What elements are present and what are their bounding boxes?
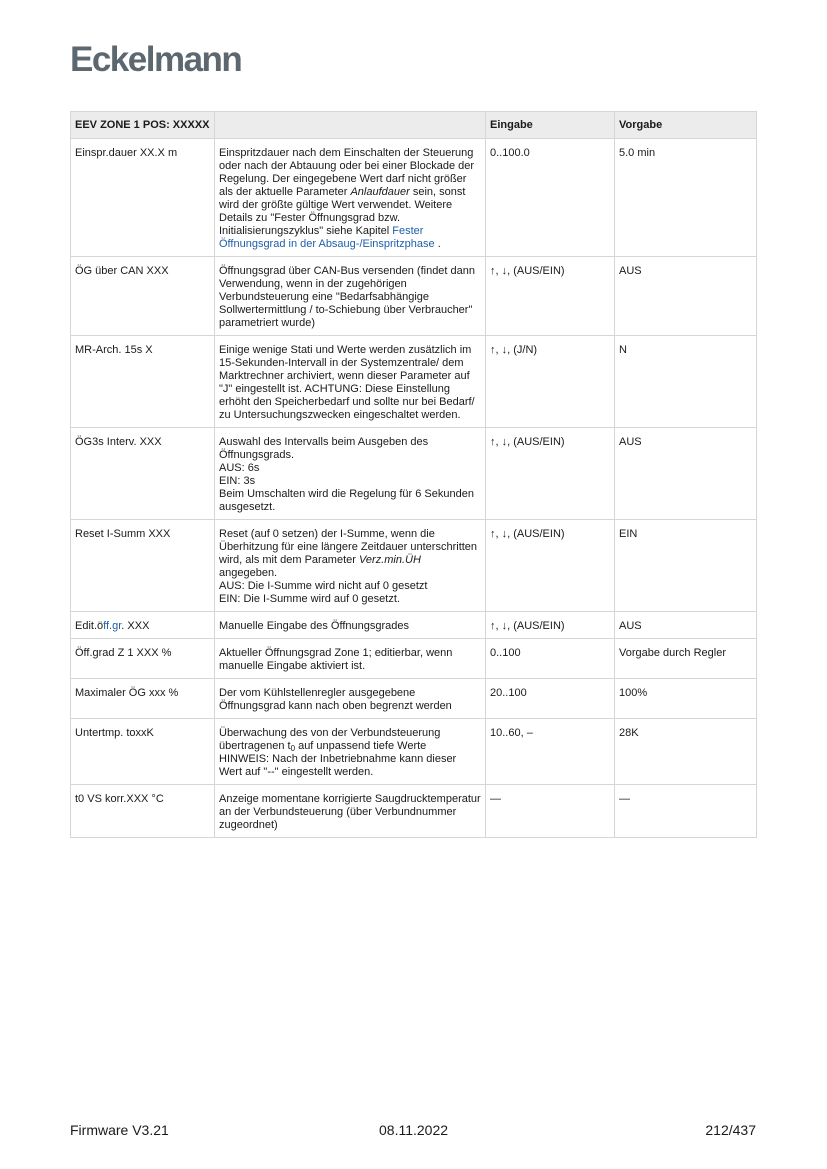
param-input: ↑, ↓, (AUS/EIN) [486, 257, 615, 336]
table-row [71, 719, 757, 785]
header-description [215, 112, 486, 139]
param-description: Reset (auf 0 setzen) der I-Summe, wenn die Überhitzung für eine längere Zeitdauer unterschritten wird, als mit dem Parameter Verz.min.ÜH angegeben. AUS: Die I-Summe wird nicht auf 0 gesetzt EIN: Die I-Summe wird auf 0 gesetzt. [215, 520, 486, 612]
param-description: Manuelle Eingabe des Öffnungsgrades [215, 612, 486, 639]
footer-date: 08.11.2022 [379, 1122, 449, 1138]
table-row [71, 785, 757, 838]
table-row [71, 257, 757, 336]
param-description: Aktueller Öffnungsgrad Zone 1; editierbar, wenn manuelle Eingabe aktiviert ist. [215, 639, 486, 679]
param-input: ↑, ↓, (AUS/EIN) [486, 428, 615, 520]
table-row [71, 428, 757, 520]
param-description: Einspritzdauer nach dem Einschalten der Steuerung oder nach der Abtauung oder bei einer Blockade der Regelung. Der eingegebene Wert darf nicht größer als der aktuelle Parameter Anlaufdauer sein, sonst wird der größte gültige Wert verwendet. Weitere Details zu "Fester Öffnungsgrad bzw. Initialisierungszyklus" siehe Kapitel Fester Öffnungsgrad in der Absaug-/Einspritzphase . [215, 139, 486, 257]
param-input: 10..60, – [486, 719, 615, 785]
glossary-link[interactable]: ff.gr [103, 620, 122, 632]
table-row [71, 336, 757, 428]
param-name: Öff.grad Z 1 XXX % [71, 639, 215, 679]
parameter-table [70, 111, 757, 838]
param-default: 100% [615, 679, 757, 719]
footer-page-number: 212/437 [705, 1122, 756, 1138]
param-default: Vorgabe durch Regler [615, 639, 757, 679]
header-vorgabe: Vorgabe [615, 112, 757, 139]
param-name: ÖG3s Interv. XXX [71, 428, 215, 520]
eckelmann-logo: Eckelmann [70, 40, 242, 79]
table-row [71, 520, 757, 612]
chapter-link[interactable]: Fester Öffnungsgrad in der Absaug-/Einspritzphase [219, 225, 435, 250]
param-description: Der vom Kühlstellenregler ausgegebene Öffnungsgrad kann nach oben begrenzt werden [215, 679, 486, 719]
param-description: Anzeige momentane korrigierte Saugdrucktemperatur an der Verbundsteuerung (über Verbundnummer zugeordnet) [215, 785, 486, 838]
param-name: ÖG über CAN XXX [71, 257, 215, 336]
param-input: ↑, ↓, (J/N) [486, 336, 615, 428]
header-parameter: EEV ZONE 1 POS: XXXXX [71, 112, 215, 139]
param-input: 0..100 [486, 639, 615, 679]
param-name: Maximaler ÖG xxx % [71, 679, 215, 719]
param-default: AUS [615, 612, 757, 639]
param-description: Auswahl des Intervalls beim Ausgeben des Öffnungsgrads. AUS: 6s EIN: 3s Beim Umschalten wird die Regelung für 6 Sekunden ausgesetzt. [215, 428, 486, 520]
param-input: ↑, ↓, (AUS/EIN) [486, 520, 615, 612]
param-description: Einige wenige Stati und Werte werden zusätzlich im 15-Sekunden-Intervall in der Systemzentrale/ dem Marktrechner archiviert, wenn dieser Parameter auf "J" eingestellt ist. ACHTUNG: Diese Einstellung erhöht den Speicherbedarf und sollte nur bei Bedarf/ zu Untersuchungszwecken eingeschaltet werden. [215, 336, 486, 428]
table-row [71, 139, 757, 257]
param-description: Öffnungsgrad über CAN-Bus versenden (findet dann Verwendung, wenn in der zugehörigen Verbundsteuerung eine "Bedarfsabhängige Sollwertermittlung / to-Schiebung über Verbraucher" parametriert wurde) [215, 257, 486, 336]
table-row [71, 612, 757, 639]
param-input: 20..100 [486, 679, 615, 719]
header-eingabe: Eingabe [486, 112, 615, 139]
param-input: — [486, 785, 615, 838]
param-default: — [615, 785, 757, 838]
param-name: MR-Arch. 15s X [71, 336, 215, 428]
param-name: Einspr.dauer XX.X m [71, 139, 215, 257]
table-row [71, 679, 757, 719]
table-header-row [71, 112, 757, 139]
param-name: Untertmp. toxxK [71, 719, 215, 785]
param-name: Edit.öff.gr. XXX [71, 612, 215, 639]
param-name: Reset I-Summ XXX [71, 520, 215, 612]
param-description: Überwachung des von der Verbundsteuerung übertragenen $t_0$ auf unpassend tiefe Werte HINWEIS: Nach der Inbetriebnahme kann dieser Wert auf "--" eingestellt werden. [215, 719, 486, 785]
param-default: N [615, 336, 757, 428]
param-default: AUS [615, 257, 757, 336]
param-input: 0..100.0 [486, 139, 615, 257]
footer-firmware: Firmware V3.21 [70, 1122, 169, 1138]
param-name: t0 VS korr.XXX °C [71, 785, 215, 838]
param-default: 5.0 min [615, 139, 757, 257]
table-row [71, 639, 757, 679]
param-input: ↑, ↓, (AUS/EIN) [486, 612, 615, 639]
param-default: AUS [615, 428, 757, 520]
param-default: EIN [615, 520, 757, 612]
param-default: 28K [615, 719, 757, 785]
